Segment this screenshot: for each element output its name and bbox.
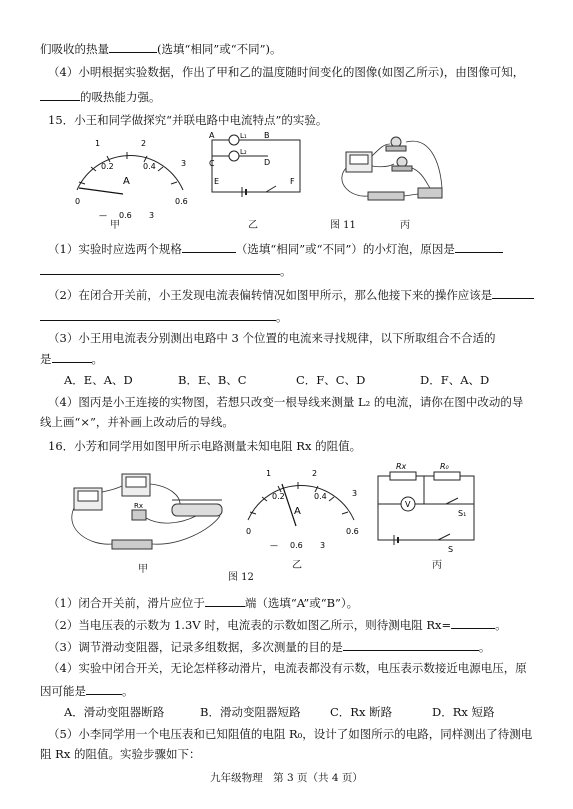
fig-label: 丙 <box>400 220 410 231</box>
line-text: 线上画“×”，并补画上改动后的导线。 <box>40 415 234 429</box>
fig-label: 乙 <box>248 220 258 231</box>
tick-label: 0 <box>246 527 252 536</box>
line-text: 。 <box>495 618 507 632</box>
text-line <box>48 240 503 257</box>
line-text: 。 <box>91 352 103 366</box>
answer-blank[interactable] <box>109 40 157 53</box>
terminal-label: 0.6 <box>290 541 303 550</box>
answer-blank[interactable] <box>40 88 80 101</box>
circuit-label: F <box>290 177 295 186</box>
line-text: （1）实验时应选两个规格 <box>48 242 182 256</box>
answer-blank[interactable] <box>455 240 503 253</box>
terminal-label: 3 <box>320 541 326 550</box>
line-text: 因可能是 <box>40 684 86 698</box>
circuit-label: D <box>264 158 271 167</box>
text-line <box>48 638 490 655</box>
rx-label: Rx <box>134 502 144 510</box>
line-text: （2）在闭合开关前，小王发现电流表偏转情况如图甲所示，那么他接下来的操作应该是 <box>48 288 493 302</box>
answer-blank[interactable] <box>182 240 236 253</box>
option-b[interactable]: B．滑动变阻器短路 <box>200 705 301 719</box>
text-line <box>48 394 523 410</box>
figure-11-real <box>330 132 460 212</box>
figure-11-circuit <box>208 132 308 200</box>
tick-label: 2 <box>141 139 147 148</box>
text-line <box>48 616 507 633</box>
text-line <box>48 64 524 80</box>
text-line <box>40 682 134 699</box>
text-line <box>48 286 534 303</box>
answer-blank[interactable] <box>52 350 92 363</box>
text-line <box>40 88 161 105</box>
page-footer: 九年级物理 第 3 页（共 4 页） <box>210 772 363 784</box>
fig-label: 乙 <box>292 560 302 571</box>
line-text: 。 <box>276 310 288 324</box>
line-text: （4）实验中闭合开关，无论怎样移动滑片，电流表都没有示数，电压表示数接近电源电压，原 <box>48 661 527 675</box>
tick-label: 0 <box>75 197 81 206</box>
tick-label: 1 <box>95 139 101 148</box>
answer-blank[interactable] <box>86 682 122 695</box>
line-text: （4）图丙是小王连接的实物图，若想只改变一根导线来测量 L₂ 的电流，请你在图中改动的导 <box>48 395 524 409</box>
figure-caption: 图 12 <box>228 572 254 583</box>
option-d[interactable]: D．F、A、D <box>420 373 490 387</box>
line-text: 阻 Rx 的阻值。实验步骤如下： <box>40 747 201 761</box>
tick-label: 3 <box>352 489 358 498</box>
meter-unit: A <box>123 176 130 187</box>
tick-label: 1 <box>266 469 272 478</box>
text-line <box>40 746 200 762</box>
line-text: 们吸收的热量 <box>40 42 109 56</box>
line-text: （2）当电压表的示数为 1.3V 时，电流表的示数如图乙所示，则待测电阻 Rx= <box>48 618 452 632</box>
circuit-label: S₁ <box>458 509 467 518</box>
answer-blank[interactable] <box>451 616 495 629</box>
circuit-label: Rx <box>396 462 407 471</box>
circuit-label: E <box>214 177 220 186</box>
option-a[interactable]: A．E、A、D <box>64 373 133 387</box>
text-line <box>48 330 495 346</box>
option-d[interactable]: D．Rx 短路 <box>432 705 495 719</box>
circuit-label: S <box>448 545 454 552</box>
line-text: （选填“相同”或“不同”）的小灯泡，原因是 <box>235 242 455 256</box>
question-title: 15．小王和同学做探究“并联电路中电流特点”的实验。 <box>48 113 328 127</box>
text-line <box>48 594 358 611</box>
option-b[interactable]: B．E、B、C <box>178 373 247 387</box>
svg-text:—: — <box>99 211 107 220</box>
figure-12-circuit <box>372 460 482 552</box>
text-line <box>40 350 103 367</box>
answer-blank[interactable] <box>40 308 276 321</box>
tick-label: 0.6 <box>346 527 359 536</box>
line-text: （1）闭合开关前，滑片应位于 <box>48 596 205 610</box>
svg-text:—: — <box>270 541 278 550</box>
tick-label: 0.4 <box>314 492 327 501</box>
text-line <box>48 726 532 742</box>
terminal-label: 3 <box>149 211 155 220</box>
circuit-label: B <box>264 132 270 140</box>
circuit-label: V <box>405 500 411 509</box>
figure-11-meter <box>65 132 190 222</box>
option-c[interactable]: C．Rx 断路 <box>330 705 393 719</box>
question-15 <box>48 112 327 128</box>
text-line <box>40 308 288 325</box>
circuit-label: L₁ <box>240 132 247 140</box>
question-16 <box>48 438 361 454</box>
option-c[interactable]: C．F、C、D <box>296 373 366 387</box>
figure-12-meter <box>236 462 361 552</box>
line-text: 。 <box>478 640 491 654</box>
text-line <box>40 262 292 279</box>
meter-unit: A <box>294 506 301 517</box>
fig-label: 甲 <box>110 220 120 231</box>
answer-blank[interactable] <box>492 286 534 299</box>
line-text: 。 <box>122 684 134 698</box>
text-line <box>40 414 234 430</box>
tick-label: 2 <box>312 469 318 478</box>
tick-label: 3 <box>181 159 187 168</box>
circuit-label: R₀ <box>440 462 449 471</box>
option-a[interactable]: A．滑动变阻器断路 <box>64 705 165 719</box>
fig-label: 丙 <box>432 560 442 571</box>
answer-blank[interactable] <box>40 262 280 275</box>
line-text: （3）小王用电流表分别测出电路中 3 个位置的电流来寻找规律，以下所取组合不合适的 <box>48 331 496 345</box>
line-text: （5）小李同学用一个电压表和已知阻值的电阻 R₀，设计了如图所示的电路，同样测出了待测电 <box>48 727 533 741</box>
text-line <box>48 660 527 676</box>
circuit-label: C <box>209 159 215 168</box>
meter-needle <box>79 188 123 194</box>
circuit-label: L₂ <box>240 148 247 156</box>
answer-blank[interactable] <box>343 638 479 651</box>
answer-blank[interactable] <box>205 594 245 607</box>
line-text: （4）小明根据实验数据，作出了甲和乙的温度随时间变化的图像(如图乙所示)，由图像可知， <box>48 65 525 79</box>
tick-label: 0.2 <box>101 162 114 171</box>
figure-12-real <box>60 460 230 560</box>
line-text: 的吸热能力强。 <box>80 90 161 104</box>
line-text: 端（选填“A”或“B”）。 <box>244 596 359 610</box>
figure-caption: 图 11 <box>330 220 356 231</box>
question-title: 16．小芳和同学用如图甲所示电路测量未知电阻 Rx 的阻值。 <box>48 439 362 453</box>
text-line <box>40 40 282 57</box>
tick-label: 0.4 <box>143 162 156 171</box>
line-text: 是 <box>40 352 52 366</box>
line-text: （3）调节滑动变阻器，记录多组数据，多次测量的目的是 <box>48 640 343 654</box>
tick-label: 0.6 <box>175 197 188 206</box>
line-text: (选填“相同”或“不同”)。 <box>157 42 282 56</box>
tick-label: 0.2 <box>272 492 285 501</box>
terminal-label: 0.6 <box>119 211 132 220</box>
line-text: 。 <box>280 264 292 278</box>
fig-label: 甲 <box>138 564 148 575</box>
meter-needle <box>282 484 296 526</box>
circuit-label: A <box>209 132 215 140</box>
